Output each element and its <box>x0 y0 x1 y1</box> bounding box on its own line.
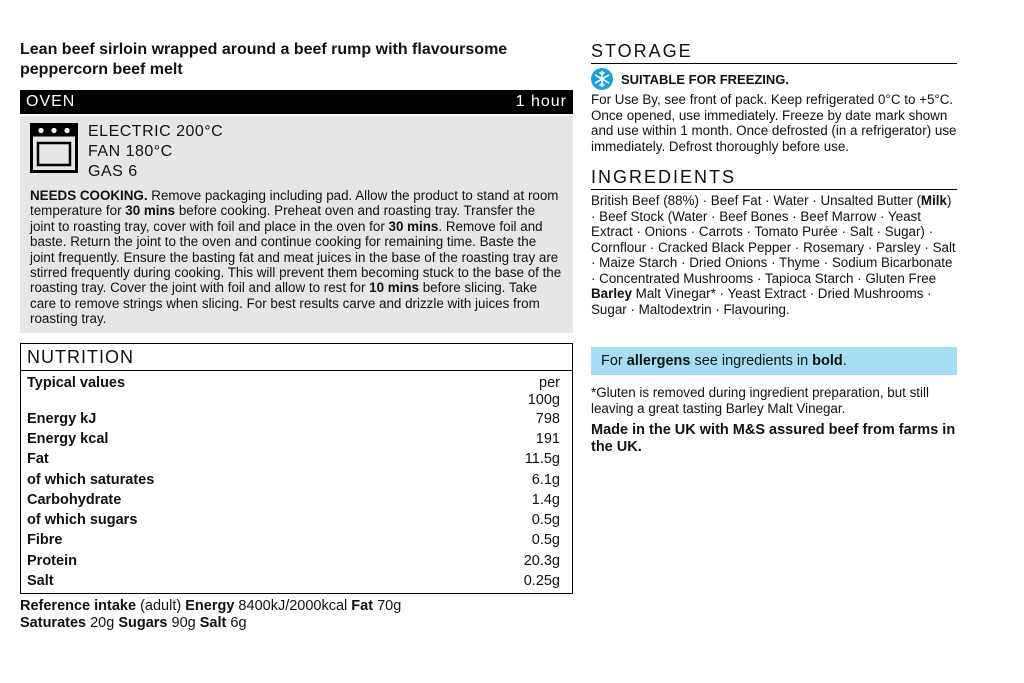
right-column <box>591 40 957 456</box>
table-row <box>21 512 572 532</box>
table-row <box>21 451 572 471</box>
nutrition-panel <box>20 343 573 595</box>
per-100g-label: per 100g <box>527 374 560 408</box>
oven-temps <box>30 122 563 182</box>
instr-part: 30 mins <box>125 203 176 219</box>
storage-heading: STORAGE <box>591 40 957 64</box>
nutrient-name: Protein <box>27 552 77 569</box>
allergen-notice: For allergens see ingredients in bold. <box>591 347 957 375</box>
oven-icon <box>30 123 78 173</box>
freezing-notice <box>591 68 957 90</box>
oven-time: 1 hour <box>515 93 567 110</box>
nutrient-name: Energy kJ <box>27 410 97 427</box>
instr-part: 30 mins <box>388 218 439 234</box>
instr-part: NEEDS COOKING. <box>30 188 152 203</box>
freezing-label: SUITABLE FOR FREEZING. <box>621 71 790 87</box>
storage-text: For Use By, see front of pack. Keep refrigerated 0°C to +5°C. Once opened, use immediately. Freeze by date mark shown and use within 1 month. Once defrosted (in a refrigerator) use immediately. Defrost thoroughly before use. <box>591 92 957 154</box>
table-row <box>21 371 572 411</box>
left-column <box>20 40 573 632</box>
reference-intake: Reference intake (adult) Energy 8400kJ/2000kcal Fat 70g Saturates 20g Sugars 90g Salt 6g <box>20 598 402 632</box>
ingredients-heading: INGREDIENTS <box>591 166 957 190</box>
instr-part: Remove packaging including pad. Allow the product to stand at room temperature for <box>30 188 559 219</box>
nutrient-value: 20.3g <box>523 552 560 569</box>
nutrition-heading: NUTRITION <box>21 344 572 371</box>
instr-part: before cooking. Preheat oven and roasting tray. Transfer the joint to roasting tray, cover with foil and place in the oven for <box>30 203 536 234</box>
nutrient-name: of which sugars <box>27 512 138 529</box>
nutrient-name: Fibre <box>27 532 63 549</box>
nutrient-name: Fat <box>27 451 49 468</box>
nutrient-name: of which saturates <box>27 471 155 488</box>
table-row <box>21 492 572 512</box>
instr-part: 10 mins <box>369 280 420 296</box>
oven-temperatures <box>88 122 223 182</box>
product-title: Lean beef sirloin wrapped around a beef rump with flavoursome peppercorn beef melt <box>20 41 508 78</box>
instr-part: . Remove foil and baste. Return the joint to the oven and continue cooking for remaining time. Baste the joint frequently. Ensure the basting fat and meat juices in the base of the roasting tray are stirred frequently during cooking. This will prevent them becoming stuck to the base of the roasting tray. Cover the joint with foil and allow to rest for <box>30 218 562 296</box>
nutrient-value: 798 <box>535 410 560 427</box>
cooking-instructions <box>30 188 563 327</box>
gluten-note: *Gluten is removed during ingredient preparation, but still leaving a great tasting Barley Malt Vinegar. <box>591 385 929 416</box>
temp-fan: FAN 180°C <box>88 143 173 160</box>
nutrient-value: 0.5g <box>531 512 560 529</box>
oven-header <box>20 90 573 114</box>
temp-gas: GAS 6 <box>88 163 138 180</box>
oven-panel <box>20 116 573 333</box>
nutrient-value: 11.5g <box>524 451 560 468</box>
table-row <box>21 472 572 492</box>
table-row <box>21 411 572 431</box>
ingredients-list: British Beef (88%) · Beef Fat · Water · Unsalted Butter (Milk) · Beef Stock (Water · Beef Bones · Beef Marrow · Yeast Extract · Onions · Carrots · Tomato Purée · Salt · Sugar) · Cornflour · Cracked Black Pepper · Rosemary · Parsley · Salt · Maize Starch · Dried Onions · Thyme · Sodium Bicarbonate · Concentrated Mushrooms · Tapioca Starch · Gluten Free Barley Malt Vinegar* · Yeast Extract · Dried Mushrooms · Sugar · Maltodextrin · Flavouring. <box>591 193 956 317</box>
table-row <box>21 553 572 573</box>
snowflake-icon <box>591 68 613 90</box>
instr-part: before slicing. Take care to remove strings when slicing. For best results carve and drizzle with juices from roasting tray. <box>30 280 540 327</box>
temp-electric: ELECTRIC 200°C <box>88 123 224 140</box>
nutrient-value: 1.4g <box>531 491 560 508</box>
nutrient-name: Salt <box>27 573 54 590</box>
nutrient-value: 6.1g <box>531 471 560 488</box>
nutrient-value: 0.5g <box>531 532 560 549</box>
table-row <box>21 532 572 552</box>
nutrient-name: Carbohydrate <box>27 491 122 508</box>
oven-label: OVEN <box>26 93 76 110</box>
nutrition-table <box>21 371 572 594</box>
table-row <box>21 431 572 451</box>
nutrient-value: 0.25g <box>523 573 560 590</box>
table-row <box>21 573 572 593</box>
nutrient-value: 191 <box>535 430 560 447</box>
nutrient-name: Energy kcal <box>27 430 109 447</box>
made-in-statement: Made in the UK with M&S assured beef from farms in the UK. <box>591 422 956 455</box>
typical-values-label: Typical values <box>27 374 126 391</box>
